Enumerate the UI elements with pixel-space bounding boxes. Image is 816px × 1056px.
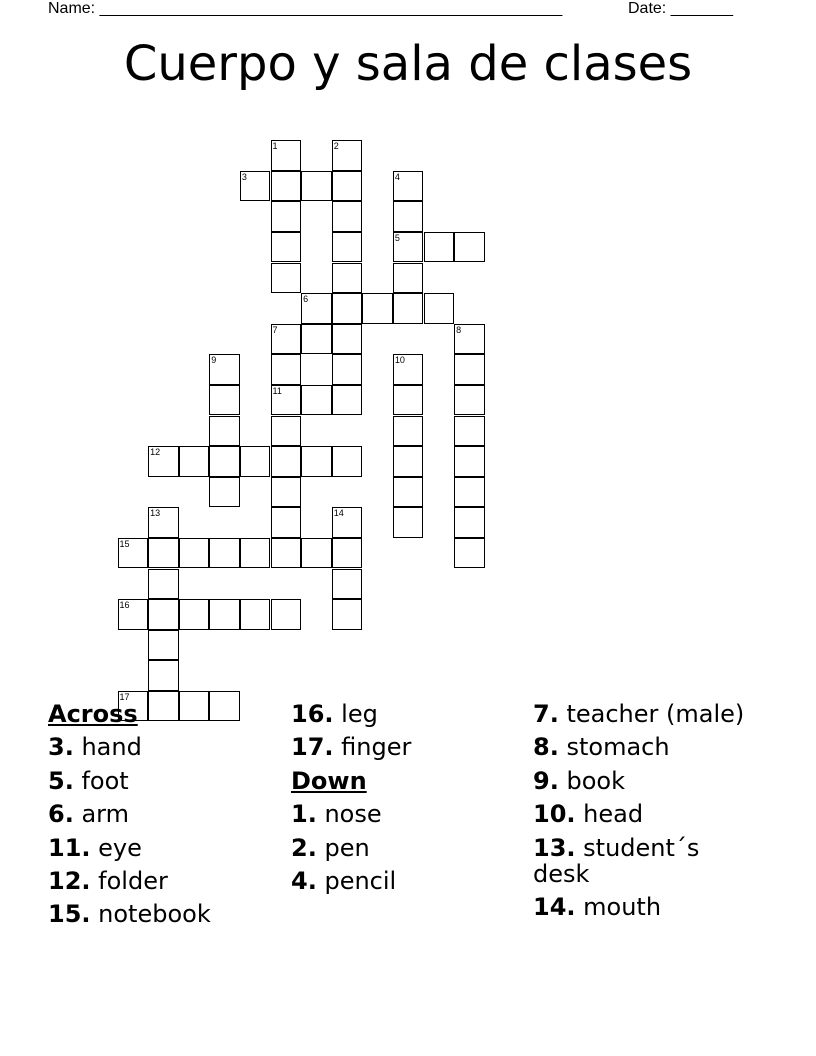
cell-number: 11 bbox=[272, 385, 282, 396]
crossword-cell[interactable] bbox=[393, 263, 424, 294]
crossword-cell[interactable] bbox=[332, 140, 363, 171]
clue-across-16 bbox=[291, 701, 521, 727]
clue-down-2 bbox=[291, 835, 521, 861]
clue-column-3 bbox=[533, 701, 763, 927]
crossword-cell[interactable] bbox=[332, 293, 363, 324]
clue-down-1 bbox=[291, 801, 521, 827]
down-heading: Down bbox=[291, 766, 367, 795]
crossword-cell[interactable] bbox=[454, 538, 485, 569]
clue-down-4 bbox=[291, 868, 521, 894]
crossword-cell[interactable] bbox=[271, 416, 302, 447]
crossword-cell[interactable] bbox=[148, 660, 179, 691]
cell-number: 9 bbox=[211, 355, 217, 366]
clue-number: 11. bbox=[48, 833, 91, 862]
clue-number: 10. bbox=[533, 800, 576, 829]
crossword-cell[interactable] bbox=[179, 446, 210, 477]
crossword-cell[interactable] bbox=[332, 324, 363, 355]
clue-number: 1. bbox=[291, 800, 317, 829]
cell-number: 3 bbox=[241, 171, 247, 182]
clue-text: arm bbox=[81, 800, 129, 829]
crossword-cell[interactable] bbox=[118, 538, 149, 569]
crossword-cell[interactable] bbox=[454, 232, 485, 263]
crossword-cell[interactable] bbox=[209, 416, 240, 447]
crossword-cell[interactable] bbox=[332, 599, 363, 630]
clue-number: 17. bbox=[291, 733, 334, 762]
clue-number: 5. bbox=[48, 766, 74, 795]
clue-text: book bbox=[566, 766, 625, 795]
clue-number: 8. bbox=[533, 733, 559, 762]
clue-number: 6. bbox=[48, 800, 74, 829]
clue-across-17 bbox=[291, 734, 521, 760]
cell-number: 14 bbox=[333, 508, 344, 519]
crossword-cell[interactable] bbox=[240, 538, 271, 569]
clue-number: 13. bbox=[533, 833, 576, 862]
clue-text: nose bbox=[324, 800, 382, 829]
crossword-cell[interactable] bbox=[271, 324, 302, 355]
clue-text: pencil bbox=[324, 866, 397, 895]
cell-number: 2 bbox=[333, 141, 339, 152]
clue-across-15 bbox=[48, 901, 278, 927]
crossword-cell[interactable] bbox=[393, 354, 424, 385]
clue-across-5 bbox=[48, 768, 278, 794]
crossword-cell[interactable] bbox=[393, 416, 424, 447]
clue-number: 4. bbox=[291, 866, 317, 895]
crossword-cell[interactable] bbox=[454, 416, 485, 447]
crossword-cell[interactable] bbox=[271, 477, 302, 508]
clue-number: 14. bbox=[533, 892, 576, 921]
crossword-cell[interactable] bbox=[332, 354, 363, 385]
clue-down-8 bbox=[533, 734, 763, 760]
crossword-cell[interactable] bbox=[271, 599, 302, 630]
crossword-cell[interactable] bbox=[454, 354, 485, 385]
crossword-cell[interactable] bbox=[454, 477, 485, 508]
crossword-cell[interactable] bbox=[271, 354, 302, 385]
clue-across-6 bbox=[48, 801, 278, 827]
cell-number: 17 bbox=[119, 691, 130, 702]
crossword-cell[interactable] bbox=[393, 385, 424, 416]
crossword-cell[interactable] bbox=[271, 171, 302, 202]
clue-text: student´s desk bbox=[533, 833, 700, 888]
crossword-cell[interactable] bbox=[393, 507, 424, 538]
crossword-cell[interactable] bbox=[301, 324, 332, 355]
clue-text: hand bbox=[81, 733, 142, 762]
clue-number: 16. bbox=[291, 700, 334, 728]
page-title: Cuerpo y sala de clases bbox=[123, 36, 693, 92]
crossword-cell[interactable] bbox=[454, 324, 485, 355]
cell-number: 6 bbox=[303, 294, 309, 305]
cell-number: 7 bbox=[272, 324, 278, 335]
clue-across-3 bbox=[48, 734, 278, 760]
crossword-cell[interactable] bbox=[393, 201, 424, 232]
crossword-cell[interactable] bbox=[240, 599, 271, 630]
crossword-cell[interactable] bbox=[301, 385, 332, 416]
crossword-cell[interactable] bbox=[209, 477, 240, 508]
cell-number: 13 bbox=[150, 508, 161, 519]
crossword-cell[interactable] bbox=[240, 446, 271, 477]
cell-number: 12 bbox=[150, 447, 161, 458]
clue-text: mouth bbox=[583, 892, 662, 921]
clue-text: finger bbox=[341, 733, 412, 762]
clue-across-11 bbox=[48, 835, 278, 861]
crossword-cell[interactable] bbox=[271, 385, 302, 416]
crossword-cell[interactable] bbox=[118, 599, 149, 630]
crossword-cell[interactable] bbox=[209, 599, 240, 630]
name-field-label: Name: ____________________________________________________ bbox=[48, 0, 563, 17]
crossword-cell[interactable] bbox=[332, 507, 363, 538]
clue-number: 15. bbox=[48, 900, 91, 929]
crossword-cell[interactable] bbox=[271, 201, 302, 232]
clue-text: leg bbox=[341, 700, 378, 728]
date-field-label: Date: _______ bbox=[628, 0, 733, 17]
clue-down-14 bbox=[533, 894, 763, 920]
crossword-cell[interactable] bbox=[424, 232, 455, 263]
crossword-cell[interactable] bbox=[301, 171, 332, 202]
crossword-cell[interactable] bbox=[301, 446, 332, 477]
crossword-cell[interactable] bbox=[240, 171, 271, 202]
cell-number: 8 bbox=[456, 324, 462, 335]
clue-down-9 bbox=[533, 768, 763, 794]
clue-text: eye bbox=[98, 833, 142, 862]
clue-down-7 bbox=[533, 701, 763, 727]
crossword-cell[interactable] bbox=[209, 446, 240, 477]
crossword-cell[interactable] bbox=[271, 140, 302, 171]
across-heading: Across bbox=[48, 700, 138, 728]
clue-column-2 bbox=[291, 701, 521, 901]
crossword-cell[interactable] bbox=[148, 538, 179, 569]
crossword-cell[interactable] bbox=[271, 507, 302, 538]
cell-number: 4 bbox=[394, 171, 400, 182]
clue-column-1 bbox=[48, 701, 278, 935]
crossword-cell[interactable] bbox=[332, 201, 363, 232]
clue-number: 9. bbox=[533, 766, 559, 795]
crossword-cell[interactable] bbox=[393, 232, 424, 263]
crossword-cell[interactable] bbox=[332, 171, 363, 202]
crossword-cell[interactable] bbox=[454, 507, 485, 538]
clue-text: foot bbox=[81, 766, 129, 795]
crossword-cell[interactable] bbox=[362, 293, 393, 324]
crossword-cell[interactable] bbox=[424, 293, 455, 324]
cell-number: 15 bbox=[119, 538, 130, 549]
crossword-cell[interactable] bbox=[301, 293, 332, 324]
cell-number: 10 bbox=[394, 355, 405, 366]
clue-text: stomach bbox=[566, 733, 670, 762]
clue-number: 7. bbox=[533, 700, 559, 728]
cell-number: 5 bbox=[394, 232, 400, 243]
crossword-cell[interactable] bbox=[148, 630, 179, 661]
crossword-cell[interactable] bbox=[332, 385, 363, 416]
clue-number: 12. bbox=[48, 866, 91, 895]
clue-down-13 bbox=[533, 835, 763, 887]
crossword-cell[interactable] bbox=[179, 599, 210, 630]
crossword-cell[interactable] bbox=[148, 446, 179, 477]
crossword-cell[interactable] bbox=[332, 263, 363, 294]
crossword-cell[interactable] bbox=[332, 538, 363, 569]
crossword-cell[interactable] bbox=[301, 538, 332, 569]
crossword-cell[interactable] bbox=[148, 599, 179, 630]
crossword-cell[interactable] bbox=[454, 446, 485, 477]
crossword-cell[interactable] bbox=[393, 446, 424, 477]
clue-across-12 bbox=[48, 868, 278, 894]
clue-text: folder bbox=[98, 866, 168, 895]
clue-text: head bbox=[583, 800, 644, 829]
crossword-cell[interactable] bbox=[209, 354, 240, 385]
clue-text: notebook bbox=[98, 900, 211, 929]
crossword-cell[interactable] bbox=[332, 232, 363, 263]
crossword-cell[interactable] bbox=[148, 569, 179, 600]
cell-number: 16 bbox=[119, 600, 130, 611]
crossword-cell[interactable] bbox=[332, 569, 363, 600]
clue-text: teacher (male) bbox=[566, 700, 745, 728]
crossword-cell[interactable] bbox=[332, 446, 363, 477]
crossword-cell[interactable] bbox=[454, 385, 485, 416]
crossword-cell[interactable] bbox=[271, 232, 302, 263]
crossword-cell[interactable] bbox=[271, 538, 302, 569]
crossword-cell[interactable] bbox=[393, 171, 424, 202]
cell-number: 1 bbox=[272, 141, 278, 152]
crossword-cell[interactable] bbox=[271, 446, 302, 477]
crossword-cell[interactable] bbox=[271, 263, 302, 294]
crossword-cell[interactable] bbox=[209, 385, 240, 416]
clue-down-10 bbox=[533, 801, 763, 827]
clue-number: 3. bbox=[48, 733, 74, 762]
crossword-cell[interactable] bbox=[393, 477, 424, 508]
clue-number: 2. bbox=[291, 833, 317, 862]
crossword-cell[interactable] bbox=[179, 538, 210, 569]
crossword-cell[interactable] bbox=[209, 538, 240, 569]
clue-text: pen bbox=[324, 833, 370, 862]
crossword-cell[interactable] bbox=[393, 293, 424, 324]
crossword-cell[interactable] bbox=[148, 507, 179, 538]
